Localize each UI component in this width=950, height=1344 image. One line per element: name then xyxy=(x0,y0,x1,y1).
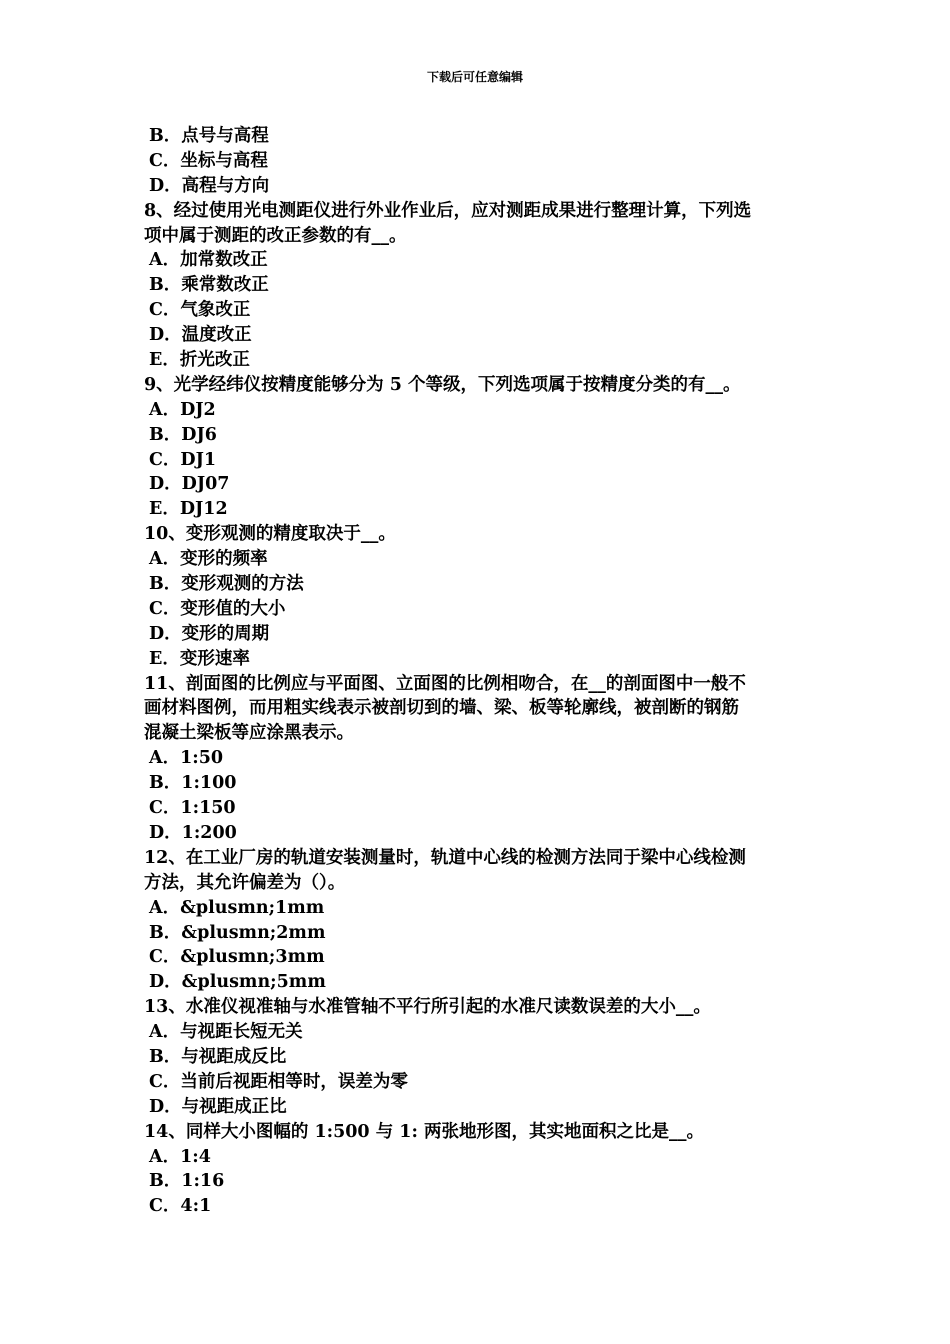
answer-option: C．4:1 xyxy=(149,1196,212,1217)
answer-option: B．乘常数改正 xyxy=(149,275,269,296)
answer-option: D．&plusmn;5mm xyxy=(149,972,326,993)
page-header: 下载后可任意编辑 xyxy=(426,70,523,84)
answer-option: B．变形观测的方法 xyxy=(149,574,304,595)
question-text: 项中属于测距的改正参数的有__。 xyxy=(144,225,407,246)
answer-option: B．1:100 xyxy=(149,773,237,794)
answer-option: C．DJ1 xyxy=(149,449,217,470)
question-text: 14、同样大小图幅的 1:500 与 1: 两张地形图，其实地面积之比是__。 xyxy=(144,1121,705,1142)
answer-option: D．温度改正 xyxy=(149,325,252,346)
answer-option: B．DJ6 xyxy=(149,424,217,445)
answer-option: C．1:150 xyxy=(149,798,236,819)
question-text: 混凝土梁板等应涂黑表示。 xyxy=(144,723,354,744)
answer-option: E．折光改正 xyxy=(149,350,250,371)
answer-option: D．1:200 xyxy=(149,822,237,843)
document-body xyxy=(144,124,808,1219)
answer-option: E．变形速率 xyxy=(149,648,250,669)
question-text: 10、变形观测的精度取决于__。 xyxy=(144,524,396,545)
answer-option: A．加常数改正 xyxy=(149,250,268,271)
question-text: 11、剖面图的比例应与平面图、立面图的比例相吻合，在__的剖面图中一般不 xyxy=(144,673,746,694)
answer-option: A．变形的频率 xyxy=(149,549,268,570)
question-text: 13、水准仪视准轴与水准管轴不平行所引起的水准尺读数误差的大小__。 xyxy=(144,997,711,1018)
answer-option: D．与视距成正比 xyxy=(149,1096,287,1117)
answer-option: B．点号与高程 xyxy=(149,126,269,146)
answer-option: D．变形的周期 xyxy=(149,623,270,644)
answer-option: A．与视距长短无关 xyxy=(149,1022,303,1043)
answer-option: D．高程与方向 xyxy=(149,175,270,196)
answer-option: A．&plusmn;1mm xyxy=(149,897,325,918)
answer-option: C．坐标与高程 xyxy=(149,150,268,171)
answer-option: C．&plusmn;3mm xyxy=(149,947,325,968)
answer-option: A．1:4 xyxy=(149,1146,211,1167)
question-text: 8、经过使用光电测距仪进行外业作业后，应对测距成果进行整理计算，下列选 xyxy=(144,200,752,221)
question-text: 方法，其允许偏差为（）。 xyxy=(144,872,346,893)
answer-option: B．1:16 xyxy=(149,1171,225,1192)
question-text: 画材料图例，而用粗实线表示被剖切到的墙、梁、板等轮廓线，被剖断的钢筋 xyxy=(144,698,739,719)
answer-option: C．气象改正 xyxy=(149,300,251,321)
answer-option: B．与视距成反比 xyxy=(149,1046,287,1067)
answer-option: C．当前后视距相等时，误差为零 xyxy=(149,1071,408,1092)
answer-option: A．DJ2 xyxy=(149,399,216,420)
question-text: 12、在工业厂房的轨道安装测量时，轨道中心线的检测方法同于梁中心线检测 xyxy=(144,847,746,868)
question-text: 9、光学经纬仪按精度能够分为 5 个等级，下列选项属于按精度分类的有__。 xyxy=(144,374,741,395)
answer-option: B．&plusmn;2mm xyxy=(149,922,326,943)
answer-option: C．变形值的大小 xyxy=(149,598,286,619)
answer-option: D．DJ07 xyxy=(149,474,230,495)
answer-option: A．1:50 xyxy=(149,748,224,769)
answer-option: E．DJ12 xyxy=(149,499,228,520)
